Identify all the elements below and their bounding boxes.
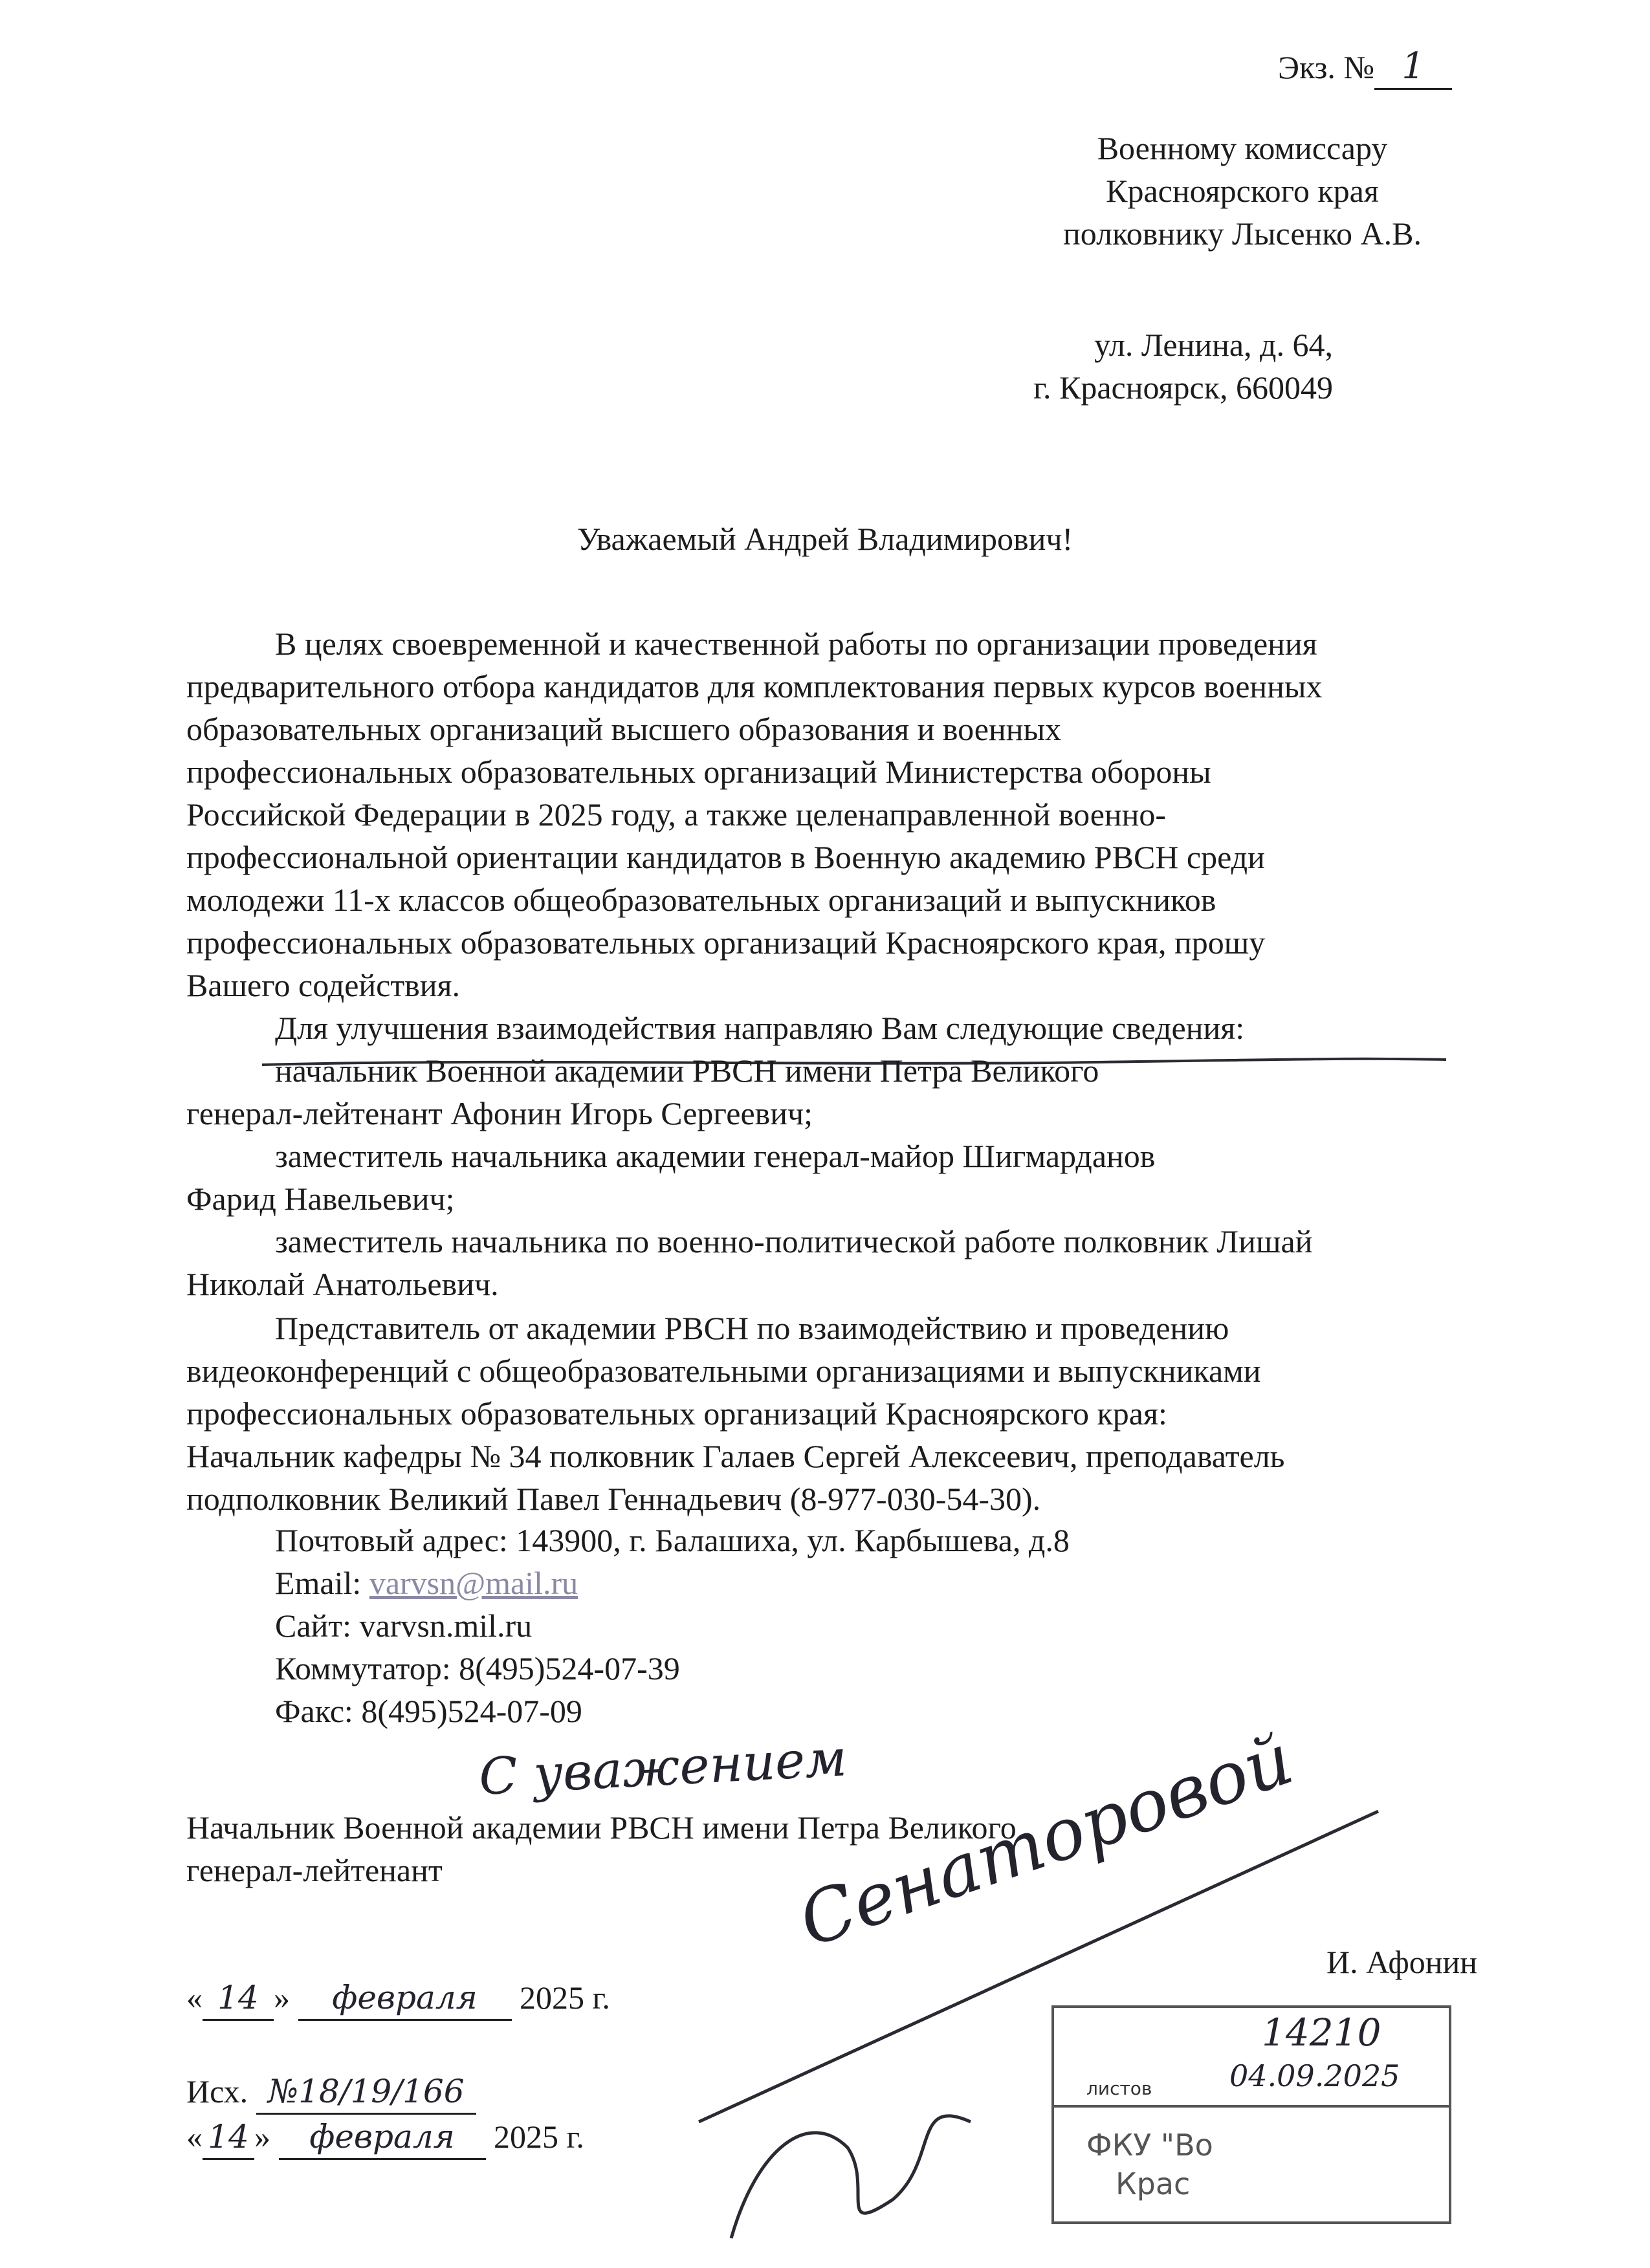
addressee-block: [1016, 127, 1469, 255]
registration-stamp: [1051, 2005, 1451, 2224]
addressee-line: Красноярского края: [1106, 173, 1379, 209]
body-line: профессиональной ориентации кандидатов в Военную академию РВСН среди: [186, 839, 1265, 875]
handwritten-regards: С уважением: [478, 1729, 848, 1807]
person-line: заместитель начальника академии генерал-майор Шигмарданов: [275, 1138, 1156, 1174]
outgoing-number-line: [186, 2070, 476, 2115]
person-line: заместитель начальника по военно-политической работе полковник Лишай: [275, 1223, 1313, 1259]
addressee-address: [1016, 323, 1333, 409]
outgoing-label: Исх.: [186, 2073, 248, 2110]
stamp-number: 14210: [1262, 2011, 1381, 2055]
contacts-block: [275, 1519, 1070, 1732]
body-line: профессиональных образовательных организаций Красноярского края, прошу: [186, 924, 1266, 961]
stamp-org-text2: Крас: [1116, 2166, 1191, 2201]
persons-list: [186, 1049, 1312, 1305]
person-line: генерал-лейтенант Афонин Игорь Сергеевич;: [186, 1095, 813, 1131]
body-line: профессиональных образовательных организаций Министерства обороны: [186, 754, 1211, 790]
body-line: В целях своевременной и качественной работы по организации проведения: [275, 626, 1317, 662]
postal-address: Почтовый адрес: 143900, г. Балашиха, ул. Карбышева, д.8: [275, 1522, 1070, 1558]
representative-paragraph: [186, 1307, 1285, 1520]
body-line: образовательных организаций высшего образования и военных: [186, 711, 1062, 747]
body-line: молодежи 11-х классов общеобразовательных организаций и выпускников: [186, 882, 1216, 918]
body-paragraph: [186, 622, 1323, 1007]
copy-number: [1278, 45, 1452, 90]
email-label: Email:: [275, 1565, 369, 1601]
outgoing-date-line: « 14 » февраля 2025 г.: [186, 2115, 584, 2160]
outgoing-month: февраля: [279, 2115, 486, 2160]
date-day: 14: [203, 1976, 274, 2021]
stamp-sheets-label: листов: [1086, 2078, 1152, 2099]
body-line: Российской Федерации в 2025 году, а также целенаправленной военно-: [186, 796, 1167, 833]
site-line: Сайт: varvsn.mil.ru: [275, 1608, 533, 1644]
date-line: « 14 » февраля 2025 г.: [186, 1976, 610, 2021]
outgoing-number: №18/19/166: [256, 2070, 476, 2115]
email-line: [275, 1562, 1070, 1604]
info-intro: Для улучшения взаимодействия направляю Вам следующие сведения:: [275, 1010, 1245, 1046]
copy-number-label: Экз. №: [1278, 49, 1375, 85]
outgoing-year: 2025 г.: [494, 2119, 584, 2155]
stamp-org-text: ФКУ "Во: [1086, 2128, 1213, 2163]
signatory-rank: генерал-лейтенант: [186, 1852, 443, 1888]
stamp-date: 04.09.2025: [1229, 2058, 1400, 2093]
signatory-title: Начальник Военной академии РВСН имени Петра Великого: [186, 1809, 1017, 1846]
fax-line: Факс: 8(495)524-07-09: [275, 1693, 582, 1729]
date-month: февраля: [298, 1976, 512, 2021]
date-year: 2025 г.: [520, 1979, 610, 2016]
outgoing-day: 14: [203, 2115, 254, 2160]
rep-line: Представитель от академии РВСН по взаимодействию и проведению: [275, 1310, 1229, 1346]
phone-line: Коммутатор: 8(495)524-07-39: [275, 1650, 680, 1686]
handwritten-resolution: Сенаторовой: [789, 1717, 1303, 1963]
address-street: ул. Ленина, д. 64,: [1094, 327, 1333, 363]
rep-line: подполковник Великий Павел Геннадьевич (8-977-030-54-30).: [186, 1481, 1041, 1517]
address-city: г. Красноярск, 660049: [1033, 369, 1333, 406]
stamp-divider: [1054, 2105, 1449, 2108]
person-line: Николай Анатольевич.: [186, 1266, 499, 1302]
person-line: начальник Военной академии РВСН имени Петра Великого: [275, 1052, 1099, 1089]
signatory-name: И. Афонин: [1326, 1944, 1477, 1980]
addressee-line: полковнику Лысенко А.В.: [1063, 215, 1422, 252]
rep-line: видеоконференций с общеобразовательными организациями и выпускниками: [186, 1353, 1261, 1389]
body-line: Вашего содействия.: [186, 967, 461, 1003]
rep-line: профессиональных образовательных организаций Красноярского края:: [186, 1395, 1167, 1432]
salutation: Уважаемый Андрей Владимирович!: [577, 521, 1073, 557]
body-line: предварительного отбора кандидатов для комплектования первых курсов военных: [186, 668, 1323, 704]
copy-number-value: 1: [1374, 45, 1452, 90]
person-line: Фарид Навельевич;: [186, 1181, 455, 1217]
rep-line: Начальник кафедры № 34 полковник Галаев Сергей Алексеевич, преподаватель: [186, 1438, 1285, 1474]
email-link[interactable]: varvsn@mail.ru: [369, 1565, 578, 1601]
addressee-line: Военному комиссару: [1097, 130, 1388, 166]
